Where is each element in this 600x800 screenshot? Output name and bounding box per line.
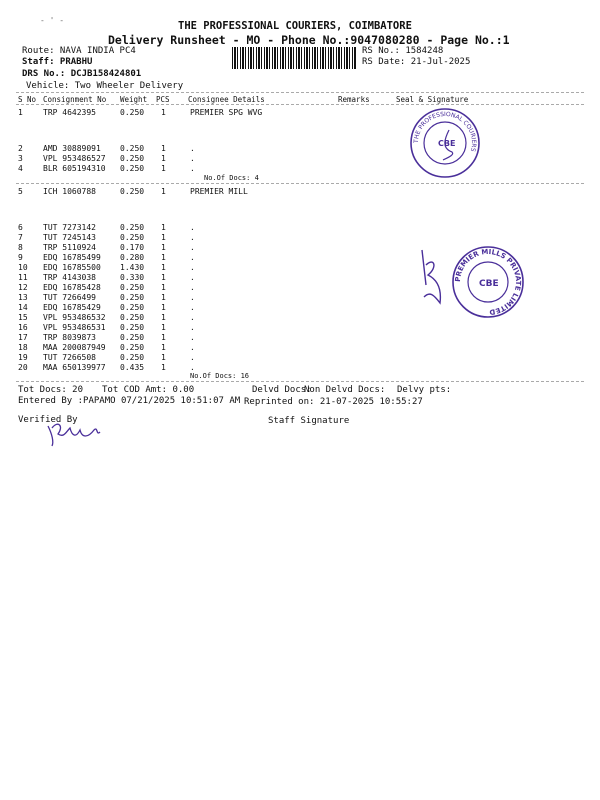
cell-wt: 0.250 (120, 333, 145, 342)
cell-cons: ICH 1060788 (43, 187, 96, 196)
cell-sno: 9 (18, 253, 23, 262)
group2-doc-count: No.Of Docs: 16 (190, 372, 250, 380)
cell-cons: TUT 7245143 (43, 233, 96, 242)
cell-pcs: 1 (161, 223, 166, 232)
total-docs: Tot Docs: 20 (18, 385, 84, 395)
cell-sno: 16 (18, 323, 28, 332)
cell-det: . (190, 303, 195, 312)
cell-cons: EDQ 16785500 (43, 263, 101, 272)
cell-sno: 13 (18, 293, 28, 302)
cell-pcs: 1 (161, 323, 166, 332)
cell-det: . (190, 154, 195, 163)
header-divider-top (16, 92, 584, 93)
col-consignment: Consignment No (43, 95, 107, 104)
group1-doc-count: No.Of Docs: 4 (204, 174, 259, 182)
cell-sno: 19 (18, 353, 28, 362)
cell-cons: VPL 953486531 (43, 323, 106, 332)
cell-pcs: 1 (161, 164, 166, 173)
cell-wt: 0.250 (120, 283, 145, 292)
cell-cons: TRP 4642395 (43, 108, 96, 117)
cell-pcs: 1 (161, 273, 166, 282)
cell-det: . (190, 253, 195, 262)
cell-sno: 8 (18, 243, 23, 252)
group-divider (16, 183, 584, 184)
drs-number: DRS No.: DCJB158424801 (22, 69, 142, 79)
cell-sno: 2 (18, 144, 23, 153)
cell-sno: 10 (18, 263, 28, 272)
cell-wt: 0.250 (120, 187, 145, 196)
route-label: Route: NAVA INDIA PC4 (22, 46, 136, 56)
cell-cons: TUT 7266499 (43, 293, 96, 302)
cell-wt: 1.430 (120, 263, 145, 272)
recipient-signature (412, 245, 452, 307)
cell-pcs: 1 (161, 333, 166, 342)
cell-sno: 12 (18, 283, 28, 292)
delivery-points: Delvy pts: (397, 385, 452, 395)
cell-cons: BLR 605194310 (43, 164, 106, 173)
cell-cons: EDQ 16785428 (43, 283, 101, 292)
cell-sno: 15 (18, 313, 28, 322)
cell-det: . (190, 353, 195, 362)
stamp2-ring-text: PREMIER MILLS PRIVATE LIMITED (453, 247, 523, 317)
cell-cons: TRP 5110924 (43, 243, 96, 252)
stamp1-center: CBE (438, 139, 456, 148)
cell-pcs: 1 (161, 343, 166, 352)
cell-pcs: 1 (161, 253, 166, 262)
cell-sno: 11 (18, 273, 28, 282)
entered-by: Entered By :PAPAMO 07/21/2025 10:51:07 AM (18, 396, 241, 406)
staff-label: Staff: PRABHU (22, 57, 93, 67)
reprinted-on: Reprinted on: 21-07-2025 10:55:27 (244, 397, 423, 407)
col-pcs: PCS (156, 95, 170, 104)
cell-pcs: 1 (161, 293, 166, 302)
rs-number: RS No.: 1584248 (362, 46, 444, 56)
cell-det: . (190, 233, 195, 242)
cell-pcs: 1 (161, 263, 166, 272)
cell-pcs: 1 (161, 144, 166, 153)
corner-mark: - ' - (40, 16, 65, 25)
cell-det: . (190, 243, 195, 252)
cell-wt: 0.330 (120, 273, 145, 282)
col-sno: S No (18, 95, 37, 104)
cell-sno: 4 (18, 164, 23, 173)
cell-wt: 0.250 (120, 353, 145, 362)
cell-pcs: 1 (161, 108, 166, 117)
cell-wt: 0.250 (120, 303, 145, 312)
cell-pcs: 1 (161, 187, 166, 196)
cell-cons: MAA 200087949 (43, 343, 106, 352)
cell-cons: TRP 8039873 (43, 333, 96, 342)
cell-sno: 5 (18, 187, 23, 196)
cell-sno: 18 (18, 343, 28, 352)
cell-det: . (190, 333, 195, 342)
delivered-docs: Delvd Docs: (252, 385, 312, 395)
cell-det: . (190, 263, 195, 272)
verifier-signature (42, 412, 104, 448)
cell-det: . (190, 293, 195, 302)
cell-sno: 20 (18, 363, 28, 372)
cell-wt: 0.250 (120, 233, 145, 242)
cell-wt: 0.250 (120, 154, 145, 163)
total-cod: Tot COD Amt: 0.00 (102, 385, 195, 395)
cell-wt: 0.250 (120, 108, 145, 117)
cell-cons: MAA 650139977 (43, 363, 106, 372)
cell-det: PREMIER SPG WVG (190, 108, 263, 117)
col-seal: Seal & Signature (396, 95, 469, 104)
vehicle-label: Vehicle: Two Wheeler Delivery (26, 81, 184, 91)
cell-cons: TUT 7273142 (43, 223, 96, 232)
cell-pcs: 1 (161, 154, 166, 163)
cell-det: . (190, 343, 195, 352)
cell-sno: 7 (18, 233, 23, 242)
cell-wt: 0.250 (120, 144, 145, 153)
totals-divider (16, 381, 584, 382)
cell-cons: EDQ 16785499 (43, 253, 101, 262)
cell-det: . (190, 323, 195, 332)
staff-signature-label: Staff Signature (268, 416, 350, 426)
cell-det: . (190, 223, 195, 232)
cell-det: . (190, 313, 195, 322)
cell-pcs: 1 (161, 303, 166, 312)
company-name: THE PROFESSIONAL COURIERS, COIMBATORE (178, 20, 412, 32)
cell-wt: 0.280 (120, 253, 145, 262)
cell-wt: 0.435 (120, 363, 145, 372)
courier-stamp (405, 108, 485, 178)
cell-det: . (190, 363, 195, 372)
cell-det: . (190, 283, 195, 292)
col-consignee: Consignee Details (188, 95, 265, 104)
cell-pcs: 1 (161, 363, 166, 372)
cell-pcs: 1 (161, 353, 166, 362)
cell-cons: EDQ 16785429 (43, 303, 101, 312)
premier-mills-stamp (448, 246, 528, 318)
cell-wt: 0.250 (120, 313, 145, 322)
non-delivered-docs: Non Delvd Docs: (304, 385, 386, 395)
cell-wt: 0.250 (120, 164, 145, 173)
cell-pcs: 1 (161, 283, 166, 292)
cell-pcs: 1 (161, 243, 166, 252)
cell-det: . (190, 164, 195, 173)
cell-det: PREMIER MILL (190, 187, 248, 196)
cell-pcs: 1 (161, 313, 166, 322)
col-weight: Weight (120, 95, 148, 104)
runsheet-title: Delivery Runsheet - MO - Phone No.:9047080280 - Page No.:1 (108, 33, 510, 47)
cell-wt: 0.250 (120, 343, 145, 352)
cell-pcs: 1 (161, 233, 166, 242)
header-divider-bottom (16, 104, 584, 105)
stamp1-ring-text: THE PROFESSIONAL COURIERS (412, 110, 478, 153)
cell-wt: 0.250 (120, 323, 145, 332)
cell-det: . (190, 273, 195, 282)
cell-sno: 14 (18, 303, 28, 312)
cell-cons: TRP 4143038 (43, 273, 96, 282)
stamp2-center: CBE (479, 279, 499, 289)
cell-wt: 0.250 (120, 223, 145, 232)
cell-wt: 0.170 (120, 243, 145, 252)
cell-wt: 0.250 (120, 293, 145, 302)
rs-date: RS Date: 21-Jul-2025 (362, 57, 471, 67)
barcode (232, 47, 356, 69)
cell-sno: 17 (18, 333, 28, 342)
cell-sno: 3 (18, 154, 23, 163)
cell-cons: AMD 30889091 (43, 144, 101, 153)
col-remarks: Remarks (338, 95, 370, 104)
cell-sno: 1 (18, 108, 23, 117)
cell-sno: 6 (18, 223, 23, 232)
cell-cons: VPL 953486532 (43, 313, 106, 322)
cell-cons: TUT 7266508 (43, 353, 96, 362)
cell-cons: VPL 953486527 (43, 154, 106, 163)
cell-det: . (190, 144, 195, 153)
verified-by-label: Verified By (18, 415, 78, 425)
